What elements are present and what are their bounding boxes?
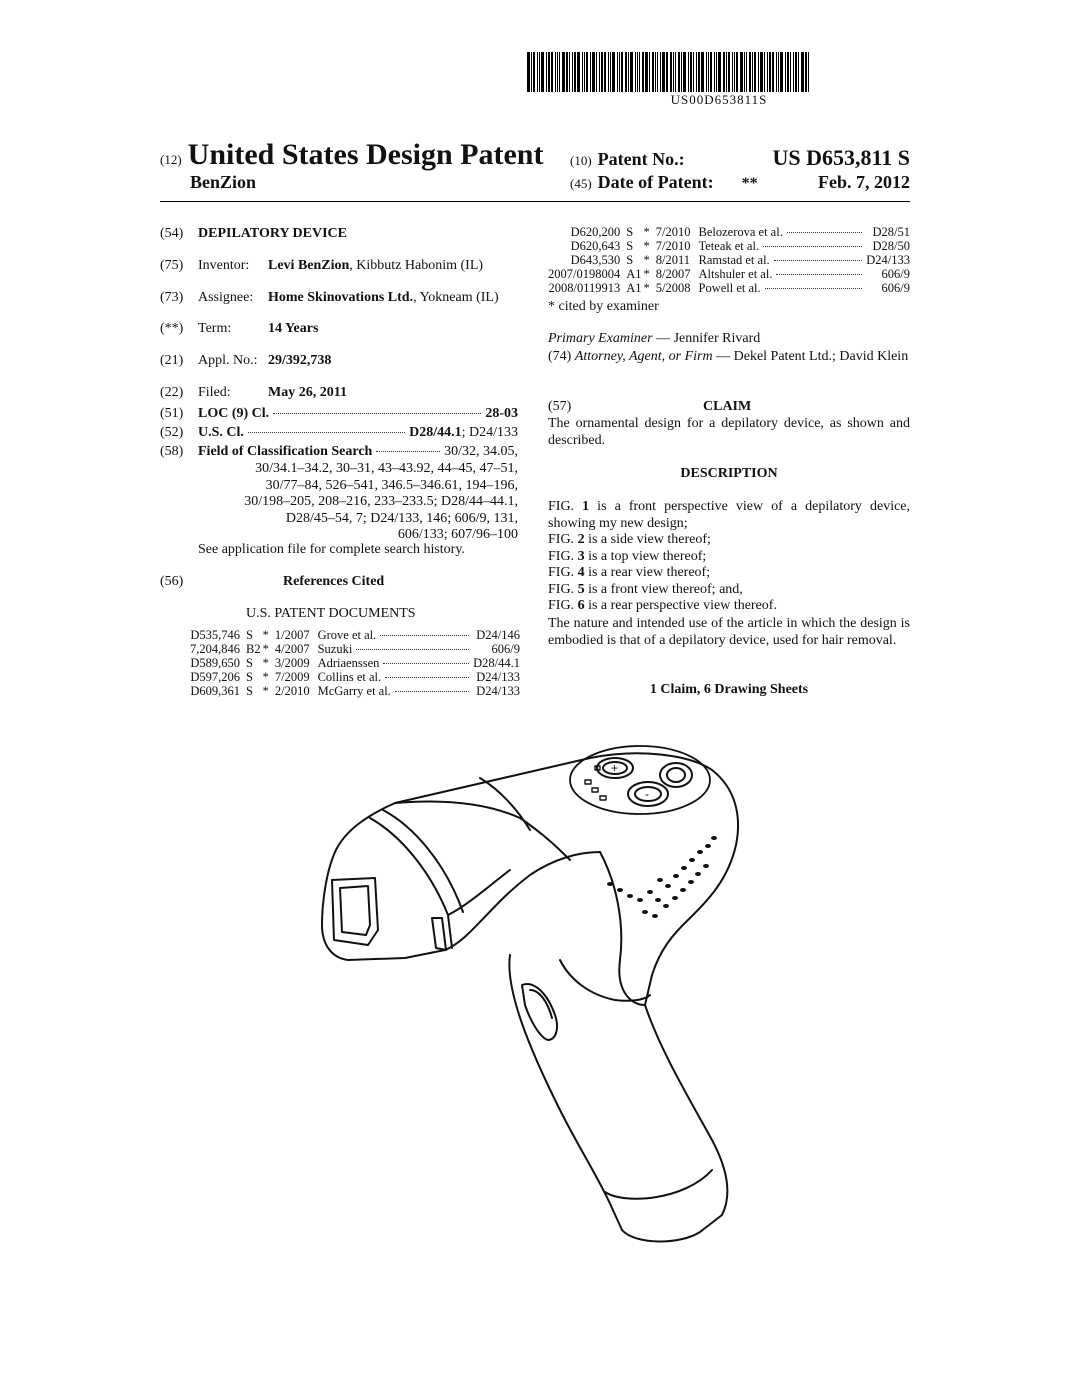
reference-no: D597,206 <box>190 670 240 684</box>
us-patent-documents-heading: U.S. PATENT DOCUMENTS <box>246 606 416 621</box>
reference-row <box>190 684 520 698</box>
references-left-table <box>190 628 520 698</box>
reference-date: 7/2010 <box>655 225 691 239</box>
date-label: Date of Patent: <box>597 172 714 192</box>
reference-date: 3/2009 <box>274 656 310 670</box>
fig-prefix: FIG. <box>548 499 583 514</box>
reference-mark: * <box>262 684 269 698</box>
reference-date: 5/2008 <box>655 281 691 295</box>
reference-mark: * <box>262 642 269 656</box>
reference-no: D643,530 <box>570 253 621 267</box>
reference-kind: S <box>246 628 253 642</box>
figure-description <box>548 532 910 549</box>
fig-text: is a side view thereof; <box>584 532 711 547</box>
handle-cap-seam <box>605 1170 712 1199</box>
reference-name: Adriaenssen <box>317 656 380 670</box>
search-line-1: 30/32, 34.05, <box>444 444 518 459</box>
assignee-field <box>0 290 530 308</box>
fig-number: 6 <box>577 598 585 613</box>
us-cl-field <box>0 425 530 443</box>
minus-button-label: - <box>645 787 649 801</box>
search-lines <box>198 461 518 544</box>
search-code: (58) <box>160 444 184 459</box>
reference-kind: S <box>626 239 634 253</box>
search-line: D28/45–54, 7; D24/133, 146; 606/9, 131, <box>285 510 518 526</box>
reference-row <box>548 267 910 281</box>
description-heading: DESCRIPTION <box>680 466 778 481</box>
fig-number: 5 <box>577 581 585 597</box>
handle-bottom <box>622 1230 700 1242</box>
device-drawing <box>300 740 760 1260</box>
appl-code: (21) <box>160 353 184 368</box>
reference-name: Ramstad et al. <box>698 253 770 267</box>
loc-label: LOC (9) Cl. <box>198 406 270 421</box>
reference-name: Powell et al. <box>698 281 761 295</box>
reference-name: Suzuki <box>317 642 353 656</box>
date-of-patent-row <box>570 172 910 193</box>
patent-number-row <box>570 145 910 171</box>
reference-date: 7/2009 <box>274 670 310 684</box>
reference-cls: D28/44.1 <box>473 656 520 670</box>
indicator-leds <box>585 766 606 800</box>
reference-no: 7,204,846 <box>190 642 240 656</box>
reference-kind: S <box>246 684 253 698</box>
reference-mark: * <box>643 239 650 253</box>
inventor-short: BenZion <box>190 172 257 192</box>
reference-cls: D28/50 <box>872 239 910 253</box>
reference-kind: S <box>246 670 253 684</box>
reference-no: D535,746 <box>190 628 240 642</box>
reference-cls: D24/133 <box>476 670 520 684</box>
uscl-label: U.S. Cl. <box>198 425 244 440</box>
reference-no: D589,650 <box>190 656 240 670</box>
reference-row <box>548 239 910 253</box>
filed-label: Filed: <box>198 385 231 400</box>
term-label: Term: <box>198 321 232 336</box>
fig-number: 2 <box>577 532 585 547</box>
claim-code: (57) <box>548 399 572 414</box>
reference-cls: D24/133 <box>866 253 910 267</box>
reference-cls: 606/9 <box>881 267 910 281</box>
reference-row <box>190 656 520 670</box>
appl-no-field <box>0 353 530 371</box>
reference-date: 2/2010 <box>274 684 310 698</box>
fig-prefix: FIG. <box>548 598 578 613</box>
uscl-secondary: ; D24/133 <box>461 425 518 440</box>
reference-mark: * <box>262 656 269 670</box>
claim-text: The ornamental design for a depilatory device, as shown and described. <box>548 416 910 448</box>
reference-mark: * <box>262 628 269 642</box>
head-window <box>332 878 378 945</box>
claim-heading-row <box>548 399 910 416</box>
fig-text: is a front view thereof; and, <box>584 581 743 597</box>
reference-no: 2008/0119913 <box>548 281 621 295</box>
date-of-patent: Feb. 7, 2012 <box>818 172 910 192</box>
reference-name: Teteak et al. <box>698 239 760 253</box>
fig-prefix: FIG. <box>548 565 578 580</box>
reference-kind: A1 <box>626 267 642 281</box>
reference-no: D620,200 <box>570 225 621 239</box>
search-line: 30/198–205, 208–216, 233–233.5; D28/44–44.1, <box>244 494 518 509</box>
trigger <box>522 984 557 1040</box>
reference-date: 8/2011 <box>655 253 691 267</box>
reference-cls: D28/51 <box>872 225 910 239</box>
barcode-number: US00D653811S <box>670 92 768 107</box>
appl-no: 29/392,738 <box>268 353 332 368</box>
reference-name: Grove et al. <box>317 628 377 642</box>
invention-title: DEPILATORY DEVICE <box>198 226 347 241</box>
examiner-label: Primary Examiner <box>548 331 653 346</box>
attorney-name: — Dekel Patent Ltd.; David Klein <box>712 349 909 364</box>
barcode <box>527 52 911 92</box>
patent-no-label: Patent No.: <box>597 149 685 169</box>
search-label: Field of Classification Search <box>198 444 373 459</box>
figure-list <box>548 499 910 615</box>
primary-examiner <box>548 331 910 348</box>
reference-mark: * <box>643 281 650 295</box>
reference-cls: D24/133 <box>476 684 520 698</box>
term-field <box>0 321 530 339</box>
fig-text: is a rear view thereof; <box>584 565 711 580</box>
fig-number: 3 <box>577 548 585 564</box>
reference-no: 2007/0198004 <box>548 267 621 281</box>
patent-number: US D653,811 S <box>772 145 910 170</box>
reference-row <box>190 670 520 684</box>
reference-name: Belozerova et al. <box>698 225 783 239</box>
reference-kind: B2 <box>246 642 261 656</box>
reference-cls: 606/9 <box>491 642 520 656</box>
reference-row <box>190 642 520 656</box>
assignee-name: Home Skinovations Ltd. <box>268 290 414 305</box>
term-value: 14 Years <box>268 321 319 336</box>
fig-prefix: FIG. <box>548 581 578 597</box>
reference-date: 7/2010 <box>655 239 691 253</box>
power-button <box>660 763 692 787</box>
date-mark: ** <box>741 175 758 192</box>
reference-mark: * <box>643 225 650 239</box>
reference-no: D620,643 <box>570 239 621 253</box>
inventor-label: Inventor: <box>198 258 250 273</box>
assignee-code: (73) <box>160 290 184 305</box>
title-code: (54) <box>160 226 184 241</box>
vent-holes <box>607 836 717 918</box>
appl-label: Appl. No.: <box>198 353 258 368</box>
search-line: 30/34.1–34.2, 30–31, 43–43.92, 44–45, 47–51, <box>255 461 518 476</box>
fig-number: 4 <box>577 565 585 580</box>
references-field <box>0 574 530 592</box>
reference-date: 8/2007 <box>655 267 691 281</box>
claim-heading: CLAIM <box>703 399 752 414</box>
reference-no: D609,361 <box>190 684 240 698</box>
reference-row <box>548 253 910 267</box>
reference-row <box>548 225 910 239</box>
figure-description <box>548 565 910 582</box>
reference-mark: * <box>643 267 650 281</box>
uscl-code: (52) <box>160 425 184 440</box>
search-line: 606/133; 607/96–100 <box>397 527 518 542</box>
references-code: (56) <box>160 574 184 589</box>
references-right-table <box>548 225 910 295</box>
type-code: (12) <box>160 152 182 168</box>
cited-by-examiner: * cited by examiner <box>548 299 659 314</box>
term-code: (**) <box>160 321 184 336</box>
fig-text: is a rear perspective view thereof. <box>584 598 777 613</box>
loc-value: 28-03 <box>485 406 518 421</box>
head-cap-seam <box>370 818 452 948</box>
reference-kind: S <box>246 656 253 670</box>
inventor-name: Levi BenZion <box>268 258 350 273</box>
reference-date: 1/2007 <box>274 628 310 642</box>
inventor-place: , Kibbutz Habonim (IL) <box>349 258 484 273</box>
assignee-place: , Yokneam (IL) <box>413 290 499 305</box>
handle-right <box>645 1005 727 1232</box>
examiner-name: — Jennifer Rivard <box>652 331 761 346</box>
reference-name: Altshuler et al. <box>698 267 773 281</box>
fig-prefix: FIG. <box>548 532 578 547</box>
search-line: 30/77–84, 526–541, 346.5–346.61, 194–196, <box>265 477 518 493</box>
head-cap-seam-2 <box>383 810 463 912</box>
reference-cls: D24/146 <box>476 628 520 642</box>
fig-text: is a top view thereof; <box>584 548 707 564</box>
reference-kind: S <box>626 225 634 239</box>
filed-date: May 26, 2011 <box>268 385 347 400</box>
handle-left <box>509 955 622 1230</box>
intended-use: The nature and intended use of the article in which the design is embodied is that of a depilatory device, used for hair removal. <box>548 616 910 648</box>
uscl-primary: D28/44.1 <box>409 425 462 440</box>
reference-mark: * <box>262 670 269 684</box>
reference-cls: 606/9 <box>881 281 910 295</box>
patent-type-header <box>160 138 543 172</box>
reference-kind: S <box>626 253 634 267</box>
claims-sheets-count: 1 Claim, 6 Drawing Sheets <box>649 682 809 697</box>
figure-description <box>548 598 910 615</box>
fig-prefix: FIG. <box>548 548 578 564</box>
reference-row <box>548 281 910 295</box>
inventor-field <box>0 258 530 276</box>
reference-mark: * <box>643 253 650 267</box>
reference-kind: A1 <box>626 281 642 295</box>
document-title: United States Design Patent <box>187 138 544 171</box>
figure-description <box>548 499 910 532</box>
reference-row <box>190 628 520 642</box>
references-heading: References Cited <box>283 574 385 589</box>
assignee-label: Assignee: <box>198 290 254 305</box>
fig-number: 1 <box>582 499 590 514</box>
reference-name: Collins et al. <box>317 670 382 684</box>
inventor-code: (75) <box>160 258 184 273</box>
attorney <box>548 349 910 366</box>
fig-text: is a front perspective view of a depilatory device, showing my new design; <box>548 499 911 531</box>
see-application-note: See application file for complete search history. <box>198 542 465 557</box>
side-slot <box>432 918 446 950</box>
title-field <box>0 226 530 244</box>
loc-code: (51) <box>160 406 184 421</box>
date-code: (45) <box>570 176 592 191</box>
figure-description <box>548 549 910 566</box>
filed-code: (22) <box>160 385 184 400</box>
plus-button-label: + <box>611 761 619 775</box>
filed-field <box>0 385 530 403</box>
figure-description <box>548 582 910 599</box>
loc-field <box>0 406 530 424</box>
reference-date: 4/2007 <box>274 642 310 656</box>
reference-name: McGarry et al. <box>317 684 391 698</box>
device-outline-top <box>335 753 738 1005</box>
patent-no-code: (10) <box>570 153 592 168</box>
attorney-label: Attorney, Agent, or Firm <box>574 349 713 364</box>
header-rule <box>160 201 910 202</box>
attorney-code: (74) <box>548 349 572 364</box>
